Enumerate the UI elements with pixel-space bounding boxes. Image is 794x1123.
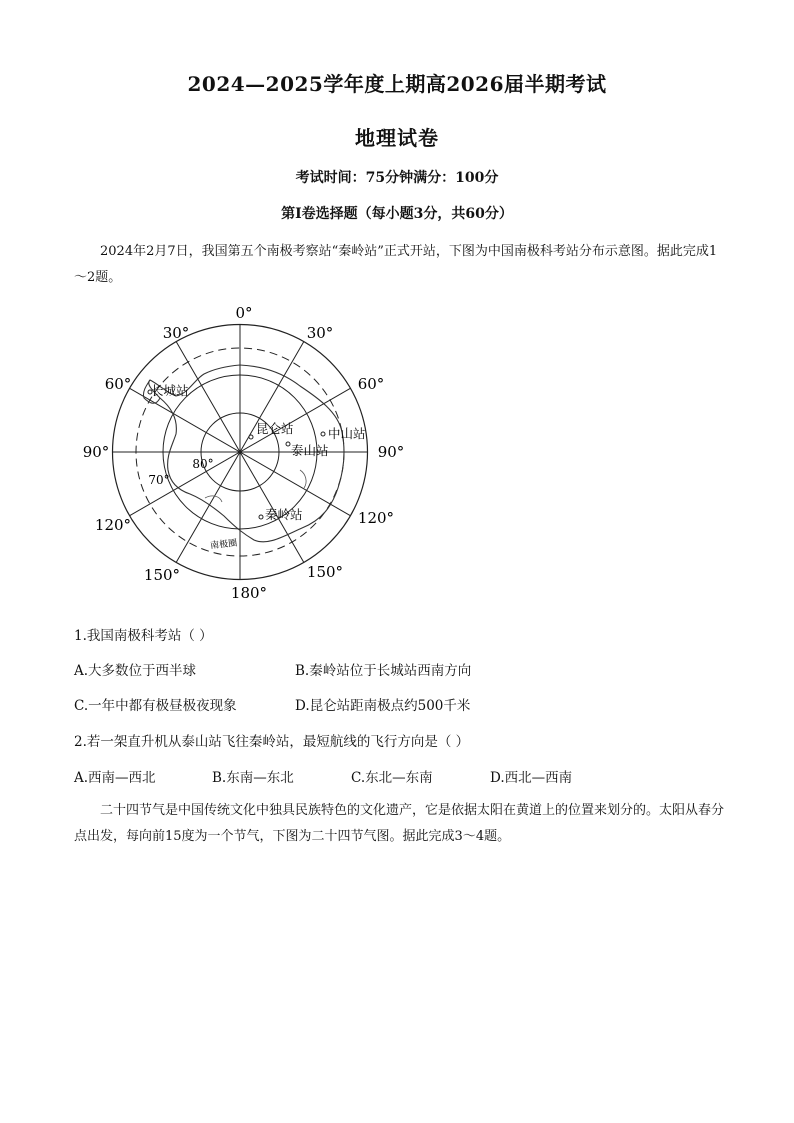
q2-option-c: C.东北—东南	[351, 770, 433, 786]
label-lon-150e: 150°	[306, 563, 344, 581]
label-lat-70: 70°	[148, 473, 170, 487]
meridian-lines	[113, 325, 367, 580]
station-label-changcheng: 长城站	[151, 383, 189, 398]
q1-option-c: C.一年中都有极昼极夜现象	[74, 698, 237, 714]
label-lon-90e: 90°	[377, 443, 405, 461]
station-marker-zhongshan	[321, 432, 325, 436]
question-1-stem: 1.我国南极科考站（ ）	[74, 628, 213, 644]
q2-option-d: D.西北—西南	[490, 770, 573, 786]
q1-option-a: A.大多数位于西半球	[74, 663, 197, 679]
antarctic-station-map	[70, 295, 420, 610]
label-lon-150w: 150°	[143, 566, 181, 584]
section-heading: 第I卷选择题（每小题3分，共60分）	[281, 206, 513, 222]
q2-option-b: B.东南—东北	[212, 770, 294, 786]
station-label-taishan: 泰山站	[291, 443, 329, 458]
label-antarctic-circle: 南极圈	[209, 538, 238, 552]
label-lon-180: 180°	[230, 584, 268, 602]
station-marker-qinling	[259, 515, 263, 519]
label-lon-120w: 120°	[94, 516, 132, 534]
intro-paragraph-1: 2024年2月7日，我国第五个南极考察站“秦岭站”正式开站，下图为中国南极科考站分布示意图。据此完成1～2题。	[74, 244, 718, 285]
q1-option-d: D.昆仑站距南极点约500千米	[295, 698, 471, 714]
label-lon-60e: 60°	[357, 375, 385, 393]
label-lon-120e: 120°	[357, 509, 395, 527]
q1-option-b: B.秦岭站位于长城站西南方向	[295, 663, 472, 679]
subject-title: 地理试卷	[355, 126, 439, 150]
label-lon-60w: 60°	[104, 375, 132, 393]
station-marker-kunlun	[249, 435, 253, 439]
station-label-zhongshan: 中山站	[328, 426, 366, 441]
exam-title: 2024—2025学年度上期高2026届半期考试	[187, 72, 607, 96]
station-label-qinling: 秦岭站	[265, 507, 303, 522]
station-label-kunlun: 昆仑站	[256, 421, 294, 436]
label-lat-80: 80°	[192, 457, 214, 471]
intro-paragraph-2: 二十四节气是中国传统文化中独具民族特色的文化遗产，它是依据太阳在黄道上的位置来划分的。太阳从春分点出发，每向前15度为一个节气，下图为二十四节气图。据此完成3～4题。	[74, 803, 725, 844]
station-marker-taishan	[286, 442, 290, 446]
q2-option-a: A.西南—西北	[74, 770, 156, 786]
exam-info: 考试时间：75分钟满分：100分	[295, 170, 499, 186]
label-lon-90w: 90°	[82, 443, 110, 461]
question-2-stem: 2.若一架直升机从泰山站飞往秦岭站，最短航线的飞行方向是（ ）	[74, 734, 470, 750]
label-lon-30e: 30°	[306, 324, 334, 342]
label-lon-30w: 30°	[162, 324, 190, 342]
label-lon-0: 0°	[235, 304, 253, 322]
